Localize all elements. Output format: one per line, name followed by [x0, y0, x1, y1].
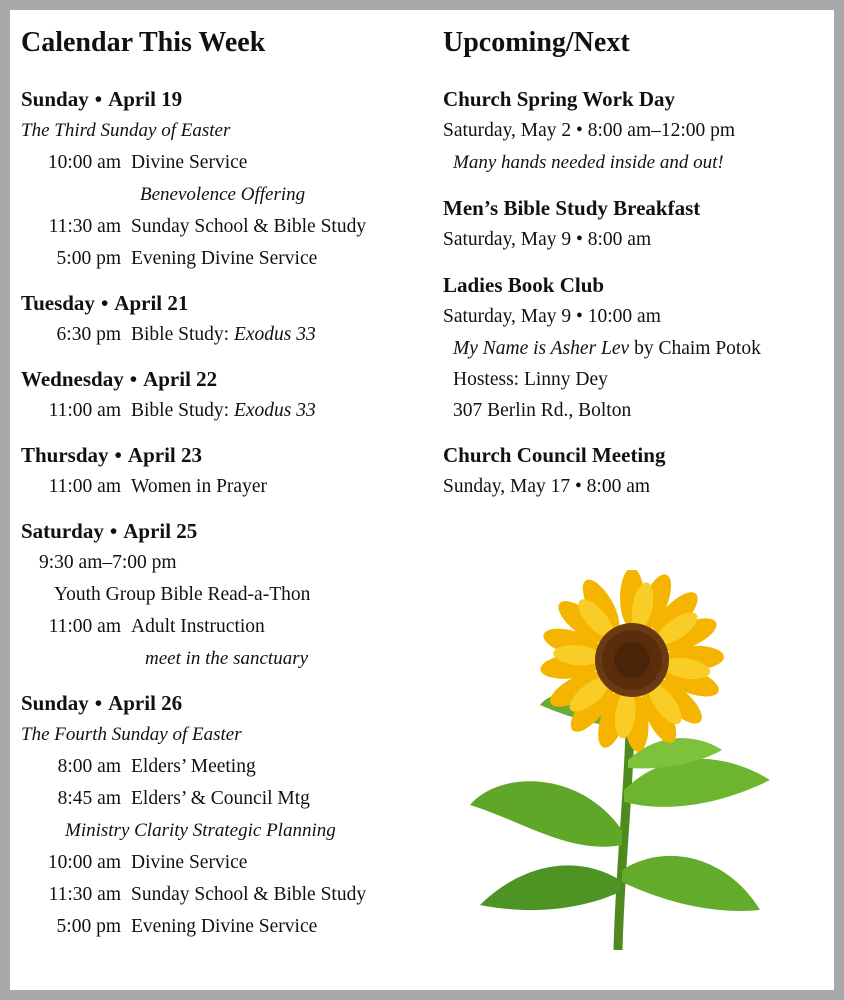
day-block — [21, 364, 431, 427]
event — [21, 211, 431, 243]
event-desc-text: Bible Study: — [131, 400, 234, 421]
event-desc: Elders’ & Council Mtg — [131, 788, 310, 809]
day-heading — [21, 84, 431, 115]
event-note: Benevolence Offering — [140, 184, 306, 205]
event-time: 11:00 am — [48, 400, 121, 421]
event — [21, 911, 431, 943]
day-name: Wednesday — [21, 367, 124, 391]
event — [21, 847, 431, 879]
day-name: Sunday — [21, 691, 89, 715]
upcoming-item-title: Men’s Bible Study Breakfast — [443, 196, 701, 220]
day-name: Thursday — [21, 443, 109, 467]
event-time-range: 9:30 am–7:00 pm — [39, 552, 177, 573]
day-block — [21, 688, 431, 943]
event-desc — [131, 395, 316, 427]
event-time: 6:30 pm — [56, 324, 121, 345]
event-desc-italic: Exodus 33 — [233, 324, 316, 345]
day-name: Saturday — [21, 519, 104, 543]
address: 307 Berlin Rd., Bolton — [453, 400, 632, 421]
event-desc-italic: Exodus 33 — [233, 400, 316, 421]
day-date: April 25 — [123, 519, 198, 543]
event-time: 10:00 am — [47, 152, 121, 173]
upcoming-item-when: Saturday, May 9 • 10:00 am — [443, 306, 661, 327]
event-time: 8:45 am — [57, 788, 121, 809]
day-subtitle: The Third Sunday of Easter — [21, 120, 231, 141]
event-desc-text: Bible Study: — [131, 324, 234, 345]
upcoming-item — [443, 440, 828, 503]
upcoming-item-title: Church Council Meeting — [443, 443, 666, 467]
event-desc — [131, 319, 316, 351]
bullet: • — [129, 367, 138, 391]
event-desc: Evening Divine Service — [131, 248, 318, 269]
event-time: 10:00 am — [47, 852, 121, 873]
event-note: meet in the sanctuary — [145, 648, 309, 669]
event-time: 11:30 am — [48, 884, 121, 905]
event-desc: Sunday School & Bible Study — [131, 884, 367, 905]
book-line — [443, 333, 828, 364]
day-date: April 22 — [143, 367, 218, 391]
day-date: April 23 — [127, 443, 202, 467]
day-heading — [21, 440, 431, 471]
day-name: Sunday — [21, 87, 89, 111]
upcoming-item-title: Ladies Book Club — [443, 273, 605, 297]
event — [21, 783, 431, 815]
day-heading — [21, 288, 431, 319]
event-time: 11:00 am — [48, 476, 121, 497]
day-heading — [21, 688, 431, 719]
upcoming-item-when: Sunday, May 17 • 8:00 am — [443, 476, 651, 497]
event — [21, 611, 431, 643]
book-title: My Name is Asher Lev — [453, 338, 630, 359]
day-date: April 19 — [108, 87, 183, 111]
event-time: 11:00 am — [48, 616, 121, 637]
event-note: Ministry Clarity Strategic Planning — [65, 820, 336, 841]
bulletin-page — [10, 10, 834, 990]
day-name: Tuesday — [21, 291, 95, 315]
event — [21, 243, 431, 275]
calendar-title: Calendar This Week — [21, 27, 266, 58]
day-block — [21, 288, 431, 351]
calendar-this-week — [21, 26, 431, 956]
event — [21, 471, 431, 503]
event-time: 11:30 am — [48, 216, 121, 237]
day-heading — [21, 364, 431, 395]
event-time: 5:00 pm — [56, 248, 121, 269]
hostess: Hostess: Linny Dey — [453, 369, 608, 390]
day-block — [21, 516, 431, 675]
day-date: April 21 — [114, 291, 189, 315]
event — [21, 319, 431, 351]
event-time: 5:00 pm — [56, 916, 121, 937]
event — [21, 147, 431, 179]
upcoming-title: Upcoming/Next — [443, 27, 630, 58]
upcoming-item-note: Many hands needed inside and out! — [453, 152, 724, 173]
event — [21, 751, 431, 783]
event-desc: Women in Prayer — [131, 476, 267, 497]
bullet: • — [94, 87, 103, 111]
event-desc: Divine Service — [131, 152, 248, 173]
day-date: April 26 — [108, 691, 183, 715]
event-desc: Youth Group Bible Read-a-Thon — [54, 584, 311, 605]
event-desc: Adult Instruction — [131, 616, 265, 637]
upcoming-item-title: Church Spring Work Day — [443, 87, 676, 111]
upcoming-item-when: Saturday, May 9 • 8:00 am — [443, 229, 652, 250]
upcoming-item — [443, 84, 828, 179]
event-desc: Evening Divine Service — [131, 916, 318, 937]
sunflower-icon — [460, 570, 780, 950]
day-block — [21, 440, 431, 503]
upcoming-item — [443, 193, 828, 256]
event — [21, 395, 431, 427]
upcoming-item — [443, 270, 828, 426]
day-heading — [21, 516, 431, 547]
day-subtitle: The Fourth Sunday of Easter — [21, 724, 242, 745]
book-author: by Chaim Potok — [629, 338, 761, 359]
upcoming-item-when: Saturday, May 2 • 8:00 am–12:00 pm — [443, 120, 736, 141]
day-block — [21, 84, 431, 275]
bullet: • — [109, 519, 118, 543]
event-desc: Divine Service — [131, 852, 248, 873]
bullet: • — [94, 691, 103, 715]
event-desc: Elders’ Meeting — [131, 756, 256, 777]
bullet: • — [100, 291, 109, 315]
upcoming-next — [443, 26, 828, 517]
event-time: 8:00 am — [57, 756, 121, 777]
event-desc: Sunday School & Bible Study — [131, 216, 367, 237]
bullet: • — [114, 443, 122, 467]
event — [21, 879, 431, 911]
